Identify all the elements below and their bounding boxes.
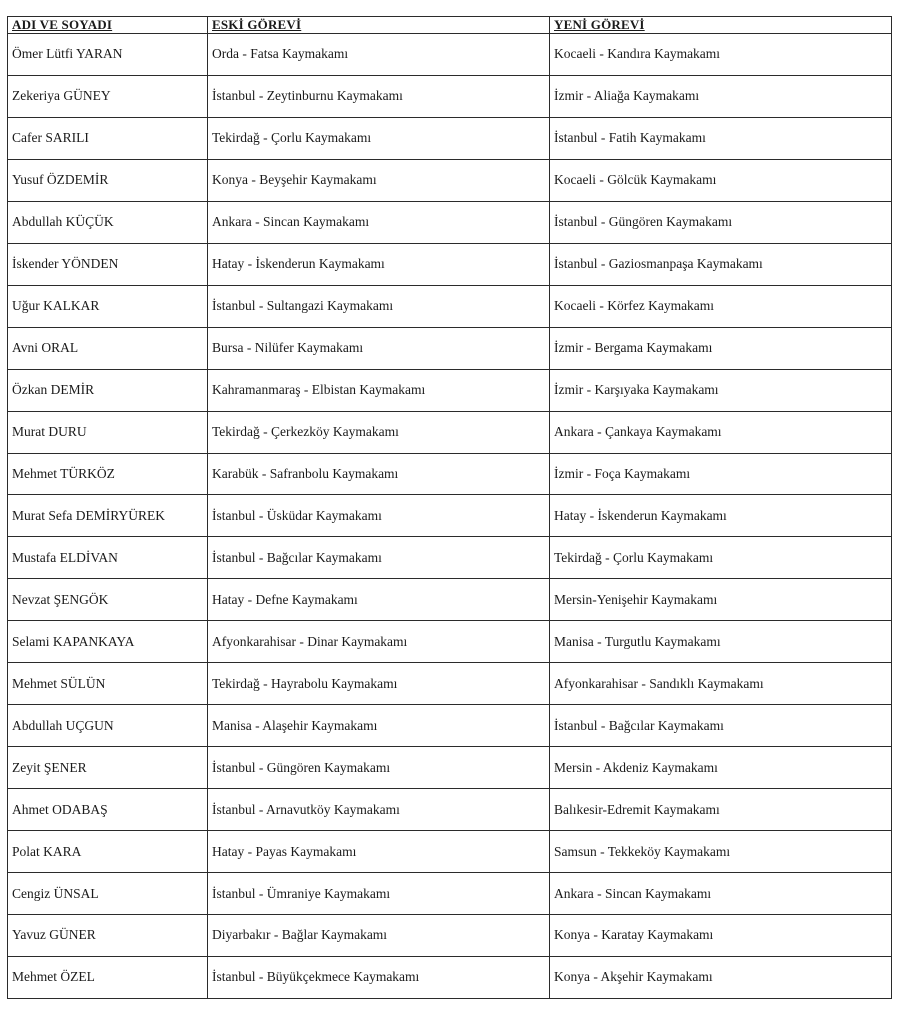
name-cell: Yusuf ÖZDEMİR [8, 159, 208, 201]
name-cell: Ömer Lütfi YARAN [8, 34, 208, 76]
table-body [8, 34, 892, 999]
new-post-cell: İstanbul - Bağcılar Kaymakamı [550, 705, 892, 747]
table-row [8, 663, 892, 705]
table-row [8, 327, 892, 369]
new-post-cell: Tekirdağ - Çorlu Kaymakamı [550, 537, 892, 579]
name-cell: Zeyit ŞENER [8, 747, 208, 789]
old-post-cell: İstanbul - Bağcılar Kaymakamı [208, 537, 550, 579]
old-post-cell: Tekirdağ - Çorlu Kaymakamı [208, 117, 550, 159]
old-post-cell: İstanbul - Ümraniye Kaymakamı [208, 873, 550, 915]
new-post-cell: Kocaeli - Gölcük Kaymakamı [550, 159, 892, 201]
table-row [8, 75, 892, 117]
table-row [8, 285, 892, 327]
old-post-cell: Tekirdağ - Çerkezköy Kaymakamı [208, 411, 550, 453]
old-post-cell: Diyarbakır - Bağlar Kaymakamı [208, 915, 550, 957]
table-row [8, 369, 892, 411]
old-post-cell: İstanbul - Büyükçekmece Kaymakamı [208, 956, 550, 998]
name-cell: Murat DURU [8, 411, 208, 453]
name-cell: Cengiz ÜNSAL [8, 873, 208, 915]
table-row [8, 537, 892, 579]
name-cell: Murat Sefa DEMİRYÜREK [8, 495, 208, 537]
old-post-cell: İstanbul - Arnavutköy Kaymakamı [208, 789, 550, 831]
new-post-cell: İzmir - Aliağa Kaymakamı [550, 75, 892, 117]
table-row [8, 873, 892, 915]
name-cell: Nevzat ŞENGÖK [8, 579, 208, 621]
old-post-cell: Karabük - Safranbolu Kaymakamı [208, 453, 550, 495]
old-post-cell: Bursa - Nilüfer Kaymakamı [208, 327, 550, 369]
new-post-cell: Ankara - Sincan Kaymakamı [550, 873, 892, 915]
new-post-cell: İstanbul - Fatih Kaymakamı [550, 117, 892, 159]
old-post-cell: Hatay - Defne Kaymakamı [208, 579, 550, 621]
new-post-cell: Ankara - Çankaya Kaymakamı [550, 411, 892, 453]
new-post-cell: Konya - Karatay Kaymakamı [550, 915, 892, 957]
name-cell: Cafer SARILI [8, 117, 208, 159]
name-cell: İskender YÖNDEN [8, 243, 208, 285]
new-post-cell: İstanbul - Güngören Kaymakamı [550, 201, 892, 243]
old-post-cell: Ankara - Sincan Kaymakamı [208, 201, 550, 243]
old-post-cell: Hatay - İskenderun Kaymakamı [208, 243, 550, 285]
old-post-cell: İstanbul - Sultangazi Kaymakamı [208, 285, 550, 327]
new-post-cell: Hatay - İskenderun Kaymakamı [550, 495, 892, 537]
new-post-cell: İzmir - Karşıyaka Kaymakamı [550, 369, 892, 411]
old-post-cell: İstanbul - Üsküdar Kaymakamı [208, 495, 550, 537]
old-post-cell: Konya - Beyşehir Kaymakamı [208, 159, 550, 201]
table-row [8, 159, 892, 201]
name-cell: Özkan DEMİR [8, 369, 208, 411]
new-post-cell: Kocaeli - Körfez Kaymakamı [550, 285, 892, 327]
new-post-cell: Mersin-Yenişehir Kaymakamı [550, 579, 892, 621]
name-cell: Selami KAPANKAYA [8, 621, 208, 663]
table-row [8, 453, 892, 495]
old-post-cell: Orda - Fatsa Kaymakamı [208, 34, 550, 76]
table-row [8, 705, 892, 747]
column-header-name: ADI VE SOYADI [8, 17, 208, 34]
table-row [8, 117, 892, 159]
name-cell: Yavuz GÜNER [8, 915, 208, 957]
table-row [8, 747, 892, 789]
document-page [7, 16, 891, 999]
new-post-cell: İzmir - Foça Kaymakamı [550, 453, 892, 495]
column-header-old-post: ESKİ GÖREVİ [208, 17, 550, 34]
new-post-cell: Mersin - Akdeniz Kaymakamı [550, 747, 892, 789]
table-header-row [8, 17, 892, 34]
table-row [8, 789, 892, 831]
name-cell: Ahmet ODABAŞ [8, 789, 208, 831]
name-cell: Mehmet ÖZEL [8, 956, 208, 998]
table-row [8, 243, 892, 285]
table-row [8, 915, 892, 957]
table-row [8, 411, 892, 453]
old-post-cell: Kahramanmaraş - Elbistan Kaymakamı [208, 369, 550, 411]
table-row [8, 34, 892, 76]
name-cell: Mehmet TÜRKÖZ [8, 453, 208, 495]
name-cell: Uğur KALKAR [8, 285, 208, 327]
name-cell: Abdullah KÜÇÜK [8, 201, 208, 243]
name-cell: Abdullah UÇGUN [8, 705, 208, 747]
name-cell: Avni ORAL [8, 327, 208, 369]
new-post-cell: Kocaeli - Kandıra Kaymakamı [550, 34, 892, 76]
name-cell: Mehmet SÜLÜN [8, 663, 208, 705]
new-post-cell: İstanbul - Gaziosmanpaşa Kaymakamı [550, 243, 892, 285]
new-post-cell: Konya - Akşehir Kaymakamı [550, 956, 892, 998]
old-post-cell: Tekirdağ - Hayrabolu Kaymakamı [208, 663, 550, 705]
table-row [8, 201, 892, 243]
new-post-cell: Balıkesir-Edremit Kaymakamı [550, 789, 892, 831]
old-post-cell: Afyonkarahisar - Dinar Kaymakamı [208, 621, 550, 663]
old-post-cell: İstanbul - Güngören Kaymakamı [208, 747, 550, 789]
appointments-table [7, 16, 892, 999]
table-row [8, 956, 892, 998]
new-post-cell: İzmir - Bergama Kaymakamı [550, 327, 892, 369]
table-row [8, 579, 892, 621]
old-post-cell: Hatay - Payas Kaymakamı [208, 831, 550, 873]
old-post-cell: Manisa - Alaşehir Kaymakamı [208, 705, 550, 747]
name-cell: Polat KARA [8, 831, 208, 873]
new-post-cell: Afyonkarahisar - Sandıklı Kaymakamı [550, 663, 892, 705]
table-row [8, 621, 892, 663]
table-row [8, 831, 892, 873]
column-header-new-post: YENİ GÖREVİ [550, 17, 892, 34]
name-cell: Zekeriya GÜNEY [8, 75, 208, 117]
new-post-cell: Manisa - Turgutlu Kaymakamı [550, 621, 892, 663]
table-row [8, 495, 892, 537]
old-post-cell: İstanbul - Zeytinburnu Kaymakamı [208, 75, 550, 117]
name-cell: Mustafa ELDİVAN [8, 537, 208, 579]
new-post-cell: Samsun - Tekkeköy Kaymakamı [550, 831, 892, 873]
